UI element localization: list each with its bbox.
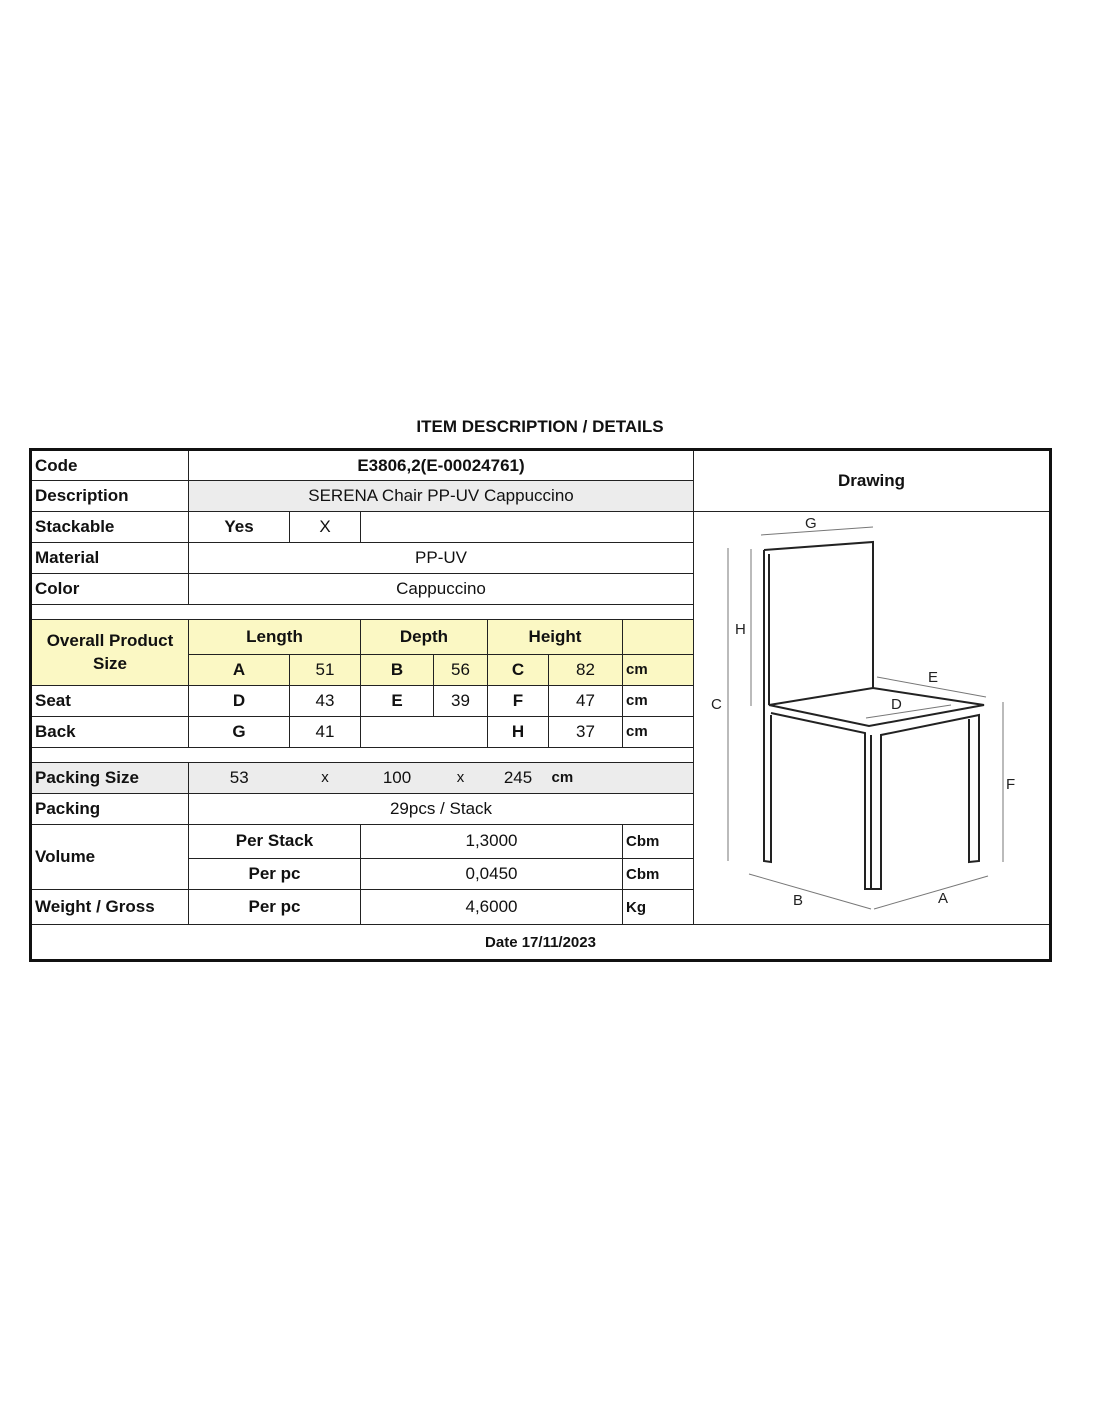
header-length: Length (189, 620, 361, 655)
dim-letter-e: E (361, 685, 434, 716)
unit: cm (623, 654, 694, 685)
description-label: Description (31, 481, 189, 512)
dim-value-f: 47 (549, 685, 623, 716)
seat-label: Seat (31, 685, 189, 716)
dim-letter-g: G (189, 716, 290, 747)
back-label: Back (31, 716, 189, 747)
packing-height: 245 (503, 767, 533, 787)
per-stack-label: Per Stack (189, 824, 361, 859)
label-H: H (735, 621, 746, 638)
dim-letter-c: C (488, 654, 549, 685)
per-stack-value: 1,3000 (361, 824, 623, 859)
overall-size-label: Overall Product Size (31, 620, 189, 686)
unit: Kg (623, 890, 694, 925)
unit: cm (623, 685, 694, 716)
label-C: C (711, 696, 722, 713)
label-B: B (793, 892, 804, 909)
dim-letter-b: B (361, 654, 434, 685)
chair-back (764, 542, 873, 862)
header-height: Height (488, 620, 623, 655)
material-value: PP-UV (189, 543, 694, 574)
label-F: F (1006, 776, 1016, 793)
item-details-table (29, 448, 1052, 962)
dim-value-e: 39 (434, 685, 488, 716)
unit: Cbm (623, 824, 694, 859)
label-D: D (891, 696, 902, 713)
spacer (31, 605, 694, 620)
label-E: E (928, 669, 939, 686)
unit: Cbm (623, 859, 694, 890)
header-depth: Depth (361, 620, 488, 655)
label-A: A (938, 890, 949, 907)
packing-value: 29pcs / Stack (189, 793, 694, 824)
weight-value: 4,6000 (361, 890, 623, 925)
dim-letter-d: D (189, 685, 290, 716)
stackable-mark: X (290, 512, 361, 543)
times-sign: x (456, 769, 465, 786)
header-empty (623, 620, 694, 655)
empty-cell (361, 716, 488, 747)
date: Date 17/11/2023 (31, 925, 1051, 961)
dim-letter-a: A (189, 654, 290, 685)
packing-width: 100 (382, 767, 412, 787)
per-pc-volume-value: 0,0450 (361, 859, 623, 890)
packing-size-label: Packing Size (31, 762, 189, 793)
dim-letter-h: H (488, 716, 549, 747)
chair-seat (769, 688, 984, 889)
per-pc-label: Per pc (189, 890, 361, 925)
times-sign: x (321, 769, 329, 786)
volume-label: Volume (31, 824, 189, 890)
code-label: Code (31, 450, 189, 481)
spacer (31, 747, 694, 762)
stackable-empty (361, 512, 694, 543)
chair-drawing (694, 512, 1051, 925)
dim-value-b: 56 (434, 654, 488, 685)
packing-length: 53 (189, 762, 290, 793)
stackable-yes: Yes (189, 512, 290, 543)
color-label: Color (31, 574, 189, 605)
drawing-header: Drawing (694, 450, 1051, 512)
unit: cm (623, 716, 694, 747)
dim-value-g: 41 (290, 716, 361, 747)
dim-letter-f: F (488, 685, 549, 716)
description-value: SERENA Chair PP-UV Cappuccino (189, 481, 694, 512)
material-label: Material (31, 543, 189, 574)
dim-value-a: 51 (290, 654, 361, 685)
per-pc-label: Per pc (189, 859, 361, 890)
dim-value-c: 82 (549, 654, 623, 685)
unit: cm (549, 762, 694, 793)
packing-label: Packing (31, 793, 189, 824)
dim-value-d: 43 (290, 685, 361, 716)
stackable-label: Stackable (31, 512, 189, 543)
document-title: ITEM DESCRIPTION / DETAILS (416, 417, 664, 436)
color-value: Cappuccino (189, 574, 694, 605)
dim-value-h: 37 (549, 716, 623, 747)
code-value: E3806,2(E-00024761) (189, 450, 694, 481)
weight-label: Weight / Gross (31, 890, 189, 925)
label-G: G (805, 515, 817, 532)
chair-drawing-svg (694, 512, 1049, 919)
